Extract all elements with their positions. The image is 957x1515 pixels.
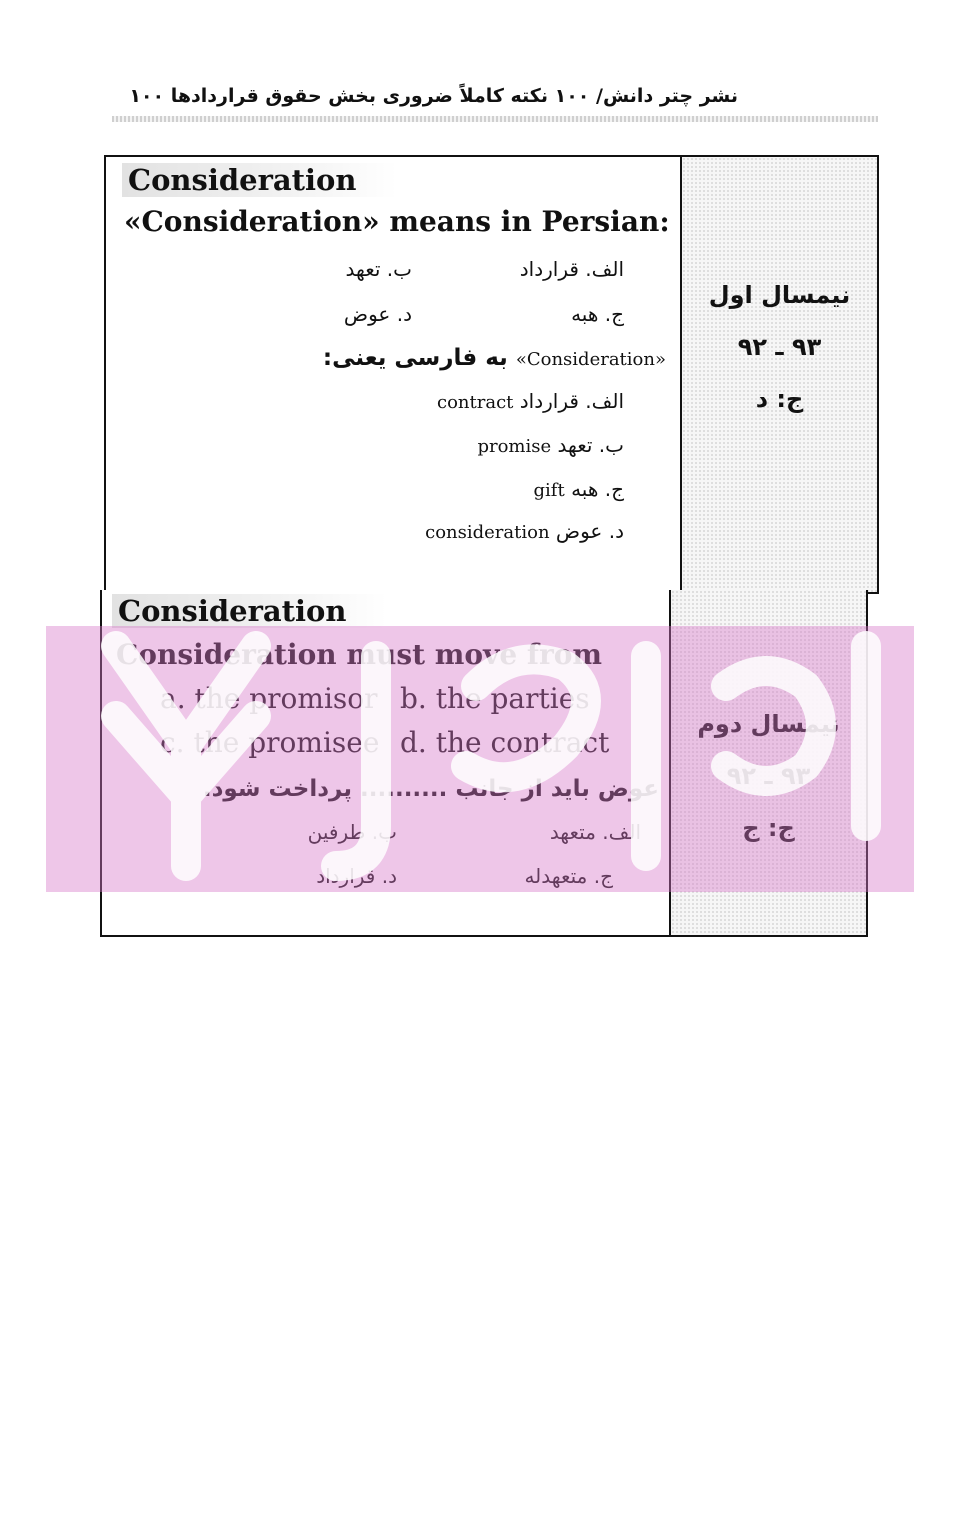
question-1-content	[106, 157, 680, 592]
question-1-year: ۹۳ ـ ۹۲	[737, 333, 822, 361]
question-1-option-b-fa: ب. تعهد	[345, 257, 412, 281]
question-1-stem-fa-term: «Consideration»	[515, 349, 666, 370]
running-header: نشر چتر دانش/ ۱۰۰ نکته کاملاً ضروری بخش حقوق قراردادها ۱۰۰	[129, 85, 738, 107]
question-1-translation-d: د. عوض consideration	[425, 519, 624, 543]
question-1-stem-fa-text: به فارسی یعنی:	[322, 345, 516, 371]
question-2-option-b: b. the parties	[400, 682, 590, 715]
question-box-2	[100, 590, 868, 937]
question-2-semester: نیمسال دوم	[697, 710, 840, 738]
question-2-stem-fa: عوض باید از جانب .......... پرداخت شود.	[202, 776, 659, 802]
question-1-answer: ج: د	[755, 385, 804, 413]
question-1-stem: «Consideration» means in Persian:	[124, 205, 670, 238]
question-box-1	[104, 155, 879, 594]
question-2-option-c: c. the promisee	[160, 726, 380, 759]
question-2-option-c-fa: ج. متعهدله	[524, 864, 613, 888]
question-2-stem: Consideration must move from	[116, 638, 603, 671]
question-2-option-a: a. the promisor	[160, 682, 378, 715]
question-2-content	[102, 590, 669, 935]
question-2-answer: ج: ج	[742, 814, 795, 842]
question-1-option-d-fa: د. عوض	[343, 302, 412, 326]
question-1-translation-a: الف. قرارداد contract	[436, 389, 624, 413]
question-1-title: Consideration	[122, 163, 397, 197]
question-2-year: ۹۳ ـ ۹۲	[726, 762, 811, 790]
question-2-side-panel	[669, 590, 866, 935]
question-1-option-a-fa: الف. قرارداد	[519, 257, 624, 281]
question-1-stem-fa	[323, 345, 666, 371]
question-1-translation-b: ب. تعهد promise	[477, 433, 624, 457]
question-2-option-d: d. the contract	[400, 726, 610, 759]
question-2-title: Consideration	[112, 594, 387, 628]
question-1-option-c-fa: ج. هبه	[571, 302, 624, 326]
question-1-semester: نیمسال اول	[708, 281, 851, 309]
question-2-option-a-fa: الف. متعهد	[549, 820, 641, 844]
question-1-side-panel	[680, 157, 877, 592]
question-2-option-d-fa: د. قرارداد	[316, 864, 397, 888]
question-2-option-b-fa: ب. طرفین	[307, 820, 397, 844]
header-rule	[112, 116, 878, 122]
question-1-translation-c: ج. هبه gift	[533, 477, 624, 501]
